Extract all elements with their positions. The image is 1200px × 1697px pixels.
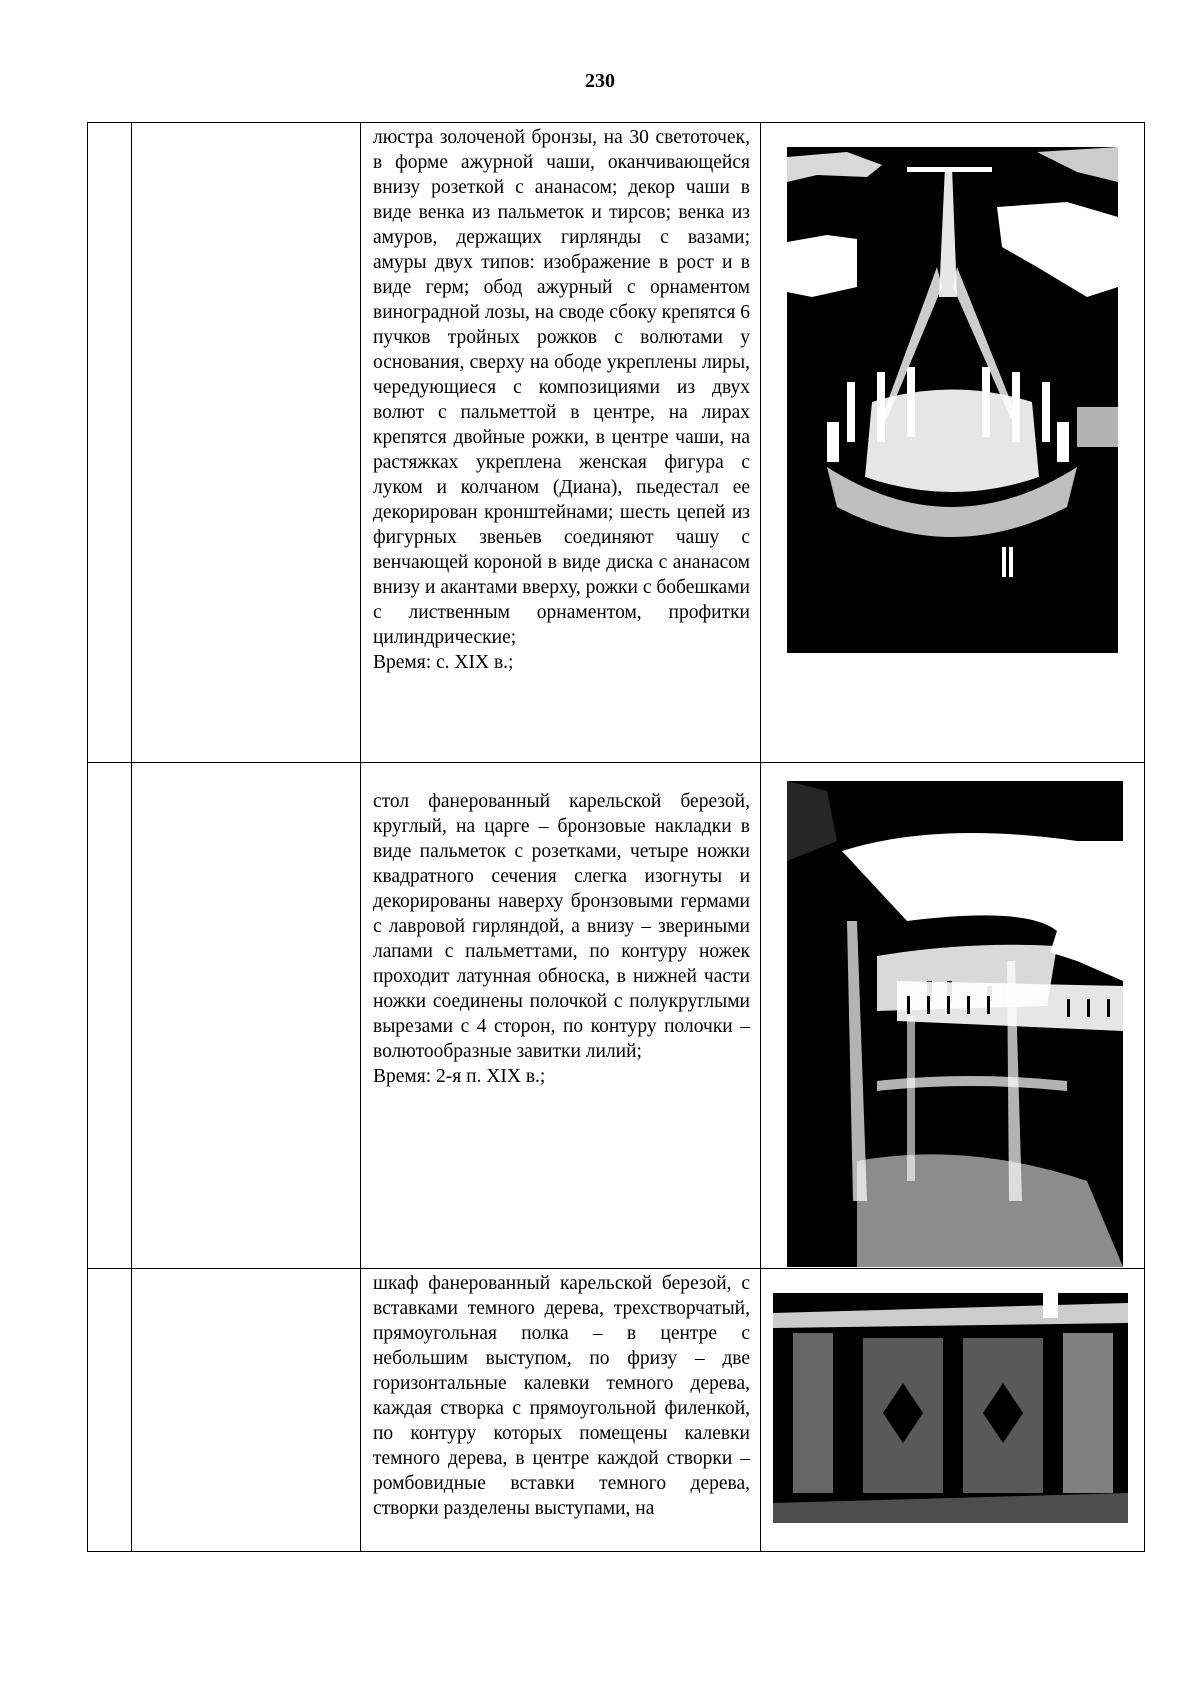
number-cell bbox=[88, 123, 132, 763]
item-description: люстра золоченой бронзы, на 30 светоточек, в форме ажурной чаши, оканчивающейся внизу розеткой с ананасом; декор чаши в виде венка из пальметок и тирсов; венка из амуров, держащих гирлянды с вазами; амуры двух типов: изображение в рост и в виде герм; обод ажурный с орнаментом виноградной лозы, на своде сбоку крепятся 6 пучков тройных рожков с волютами у основания, сверху на ободе укреплены лиры, чередующиеся с композициями из двух волют с пальметтой в центре, на лирах крепятся двойные рожки, в центре чаши, на растяжках укреплена женская фигура с луком и колчаном (Диана), пьедестал ее декорирован кронштейнами; шесть цепей из фигурных звеньев соединяют чашу с венчающей короной в виде диска с ананасом внизу и акантами вверху, рожки с бобешками с лиственным орнаментом, профитки цилиндрические; bbox=[373, 127, 750, 648]
page-number: 230 bbox=[585, 70, 615, 92]
description-cell bbox=[361, 1269, 761, 1552]
table-photo bbox=[787, 781, 1123, 1267]
description-cell bbox=[361, 123, 761, 763]
table-row bbox=[88, 1269, 1145, 1552]
registry-table bbox=[87, 122, 1145, 1552]
number-cell bbox=[88, 1269, 132, 1552]
cabinet-photo bbox=[773, 1293, 1128, 1523]
number-cell bbox=[88, 763, 132, 1269]
description-cell bbox=[361, 763, 761, 1269]
name-cell bbox=[132, 1269, 361, 1552]
photo-cell bbox=[761, 763, 1145, 1269]
name-cell bbox=[132, 763, 361, 1269]
photo-cell bbox=[761, 123, 1145, 763]
chandelier-photo bbox=[787, 147, 1118, 653]
item-time: Время: с. XIX в.; bbox=[373, 652, 514, 673]
item-time: Время: 2-я п. XIX в.; bbox=[373, 1066, 546, 1087]
item-description: стол фанерованный карельской березой, круглый, на царге – бронзовые накладки в виде пальметок с розетками, четыре ножки квадратного сечения слегка изогнуты и декорированы наверху бронзовыми гермами с лавровой гирляндой, а внизу – звериными лапами с пальметтами, по контуру ножек проходит латунная обноска, в нижней части ножки соединены полочкой с полукруглыми вырезами с 4 сторон, по контуру полочки – волютообразные завитки лилий; bbox=[373, 791, 750, 1062]
photo-cell bbox=[761, 1269, 1145, 1552]
table-row bbox=[88, 763, 1145, 1269]
table-row bbox=[88, 123, 1145, 763]
item-description: шкаф фанерованный карельской березой, с вставками темного дерева, трехстворчатый, прямоугольная полка – в центре с небольшим выступом, по фризу – две горизонтальные калевки темного дерева, каждая створка с прямоугольной филенкой, по контуру которых помещены калевки темного дерева, в центре каждой створки – ромбовидные вставки темного дерева, створки разделены выступами, на bbox=[373, 1273, 750, 1519]
name-cell bbox=[132, 123, 361, 763]
